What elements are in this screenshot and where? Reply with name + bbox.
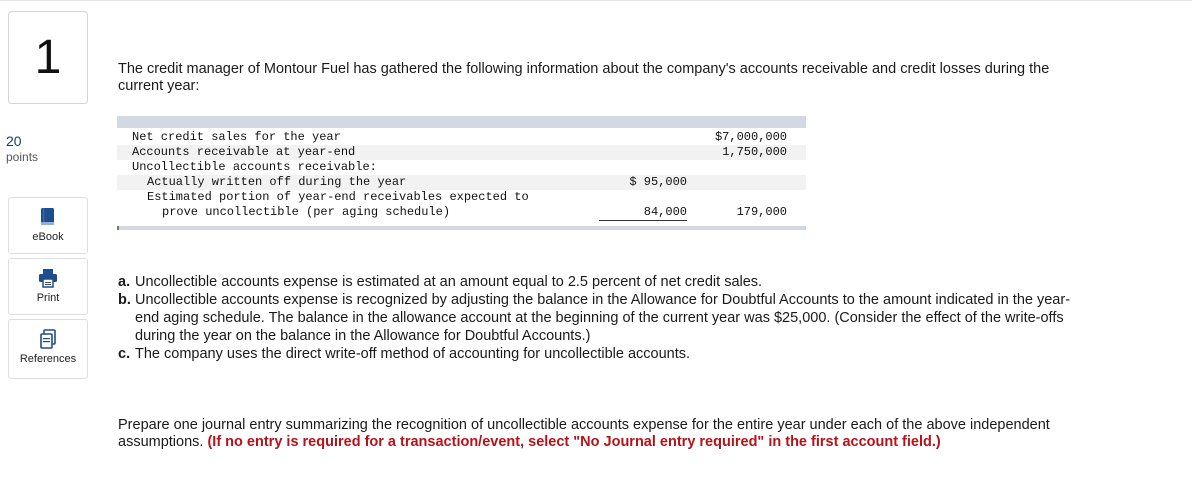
row-total: 179,000 <box>736 205 787 219</box>
row-subtotal: $ 95,000 <box>629 175 687 189</box>
points-value: 20 <box>6 133 22 149</box>
top-divider <box>0 0 1192 1</box>
item-key: a. <box>118 274 131 290</box>
instructions-text: Prepare one journal entry summarizing the recognition of uncollectible accounts expense for the entire year under each of the above independent assumptions. <box>118 417 1050 450</box>
table-row <box>117 205 806 220</box>
table-header-bar <box>117 116 806 128</box>
ebook-label: eBook <box>32 231 64 243</box>
print-label: Print <box>36 292 60 304</box>
table-row <box>117 190 806 205</box>
item-key: b. <box>118 292 131 308</box>
references-label: References <box>19 353 77 365</box>
table-row <box>117 145 806 160</box>
instructions <box>118 417 1058 451</box>
row-label: Estimated portion of year-end receivables expected to <box>147 190 529 204</box>
item-key: c. <box>118 346 131 362</box>
row-label: Net credit sales for the year <box>132 130 341 144</box>
row-label: Accounts receivable at year-end <box>132 145 356 159</box>
data-table <box>117 116 806 230</box>
item-text: Uncollectible accounts expense is estimated at an amount equal to 2.5 percent of net credit sales. <box>135 274 763 290</box>
list-item <box>118 291 1078 345</box>
item-text: The company uses the direct write-off method of accounting for uncollectible accounts. <box>135 346 691 362</box>
points-label: points <box>6 150 39 164</box>
question-number: 1 <box>8 11 88 104</box>
assumptions-list <box>118 273 1078 363</box>
print-button[interactable] <box>8 258 88 315</box>
table-footer-bar <box>117 226 806 230</box>
printer-icon <box>38 268 58 288</box>
row-subtotal: 84,000 <box>599 205 687 221</box>
row-label: Actually written off during the year <box>147 175 407 189</box>
row-label: Uncollectible accounts receivable: <box>132 160 377 174</box>
references-button[interactable] <box>8 319 88 379</box>
ebook-button[interactable] <box>8 197 88 254</box>
table-row <box>117 160 806 175</box>
item-text: Uncollectible accounts expense is recognized by adjusting the balance in the Allowance for Doubtful Accounts to the amount indicated in the year-end aging schedule. The balance in the allowance account at the beginning of the current year was $25,000. (Consider the effect of the write-offs during the year on the balance in the Allowance for Doubtful Accounts.) <box>135 292 1071 344</box>
table-row <box>117 130 806 145</box>
instructions-note: (If no entry is required for a transaction/event, select "No Journal entry required" in the first account field.) <box>207 434 941 450</box>
row-total: 1,750,000 <box>722 145 787 159</box>
question-prompt: The credit manager of Montour Fuel has gathered the following information about the company's accounts receivable and credit losses during the current year: <box>118 61 1050 94</box>
book-icon <box>40 207 56 227</box>
list-item <box>118 345 1078 363</box>
list-item <box>118 273 1078 291</box>
documents-icon <box>39 329 57 349</box>
table-row <box>117 175 806 190</box>
row-total: $7,000,000 <box>714 130 787 144</box>
row-label: prove uncollectible (per aging schedule) <box>162 205 451 219</box>
